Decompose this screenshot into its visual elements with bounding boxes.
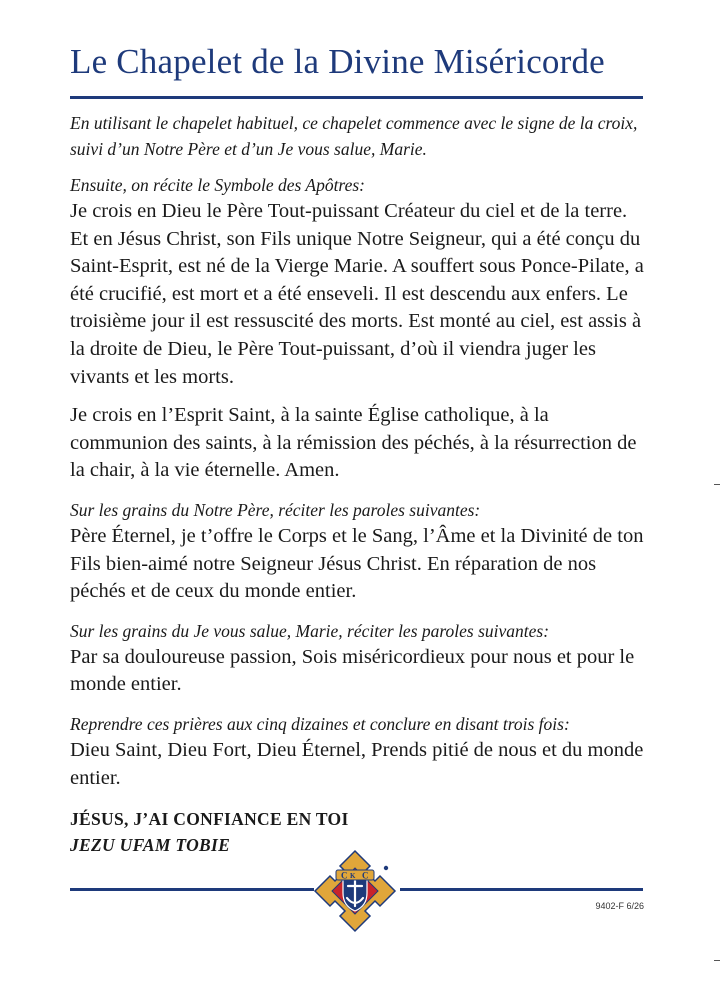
intro-text: En utilisant le chapelet habituel, ce chapelet commence avec le signe de la croix, suivi d’un Notre Père et d’un Je vous salue, Marie. — [70, 113, 638, 159]
svg-text:C: C — [362, 870, 369, 881]
our-father-instruction: Sur les grains du Notre Père, réciter les paroles suivantes: — [70, 499, 481, 520]
footer-divider-right — [400, 888, 643, 891]
hail-mary-prayer: Par sa douloureuse passion, Sois miséricordieux pour nous et pour le monde entier. — [70, 645, 635, 696]
form-code: 9402-F 6/26 — [595, 901, 644, 911]
closing-line-polish: JEZU UFAM TOBIE — [70, 835, 231, 856]
knights-of-columbus-emblem-icon — [312, 848, 398, 934]
creed-instruction: Ensuite, on récite le Symbole des Apôtres: — [70, 175, 365, 195]
footer-divider-left — [70, 888, 314, 891]
closing-line-french: JÉSUS, J’AI CONFIANCE EN TOI — [70, 809, 349, 830]
creed-paragraph-2: Je crois en l’Esprit Saint, à la sainte Église catholique, à la communion des saints, à la rémission des péchés, à la résurrection de la chair, à la vie éternelle. Amen. — [70, 404, 637, 482]
title-divider — [70, 96, 643, 99]
svg-text:C: C — [341, 870, 348, 881]
creed-paragraph-1: Je crois en Dieu le Père Tout-puissant Créateur du ciel et de la terre. Et en Jésus Christ, son Fils unique Notre Seigneur, qui a été conçu du Saint-Esprit, est né de la Vierge Marie. A souffert sous Ponce-Pilate, a été crucifié, est mort et a été enseveli. Il est descendu aux enfers. Le troisième jour il est ressuscité des morts. Est monté au ciel, est assis à la droite de Dieu, le Père Tout-puissant, d’où il viendra juger les vivants et les morts. — [70, 200, 644, 388]
svg-text:K: K — [350, 872, 356, 880]
hail-mary-instruction: Sur les grains du Je vous salue, Marie, réciter les paroles suivantes: — [70, 620, 550, 641]
page-title: Le Chapelet de la Divine Miséricorde — [70, 42, 605, 81]
trim-mark — [714, 484, 720, 485]
prayer-content — [70, 110, 650, 858]
conclusion-instruction: Reprendre ces prières aux cinq dizaines et conclure en disant trois fois: — [70, 713, 570, 734]
trim-mark — [714, 960, 720, 961]
conclusion-prayer: Dieu Saint, Dieu Fort, Dieu Éternel, Prends pitié de nous et du monde entier. — [70, 738, 644, 789]
our-father-prayer: Père Éternel, je t’offre le Corps et le Sang, l’Âme et la Divinité de ton Fils bien-aimé notre Seigneur Jésus Christ. En réparation de nos péchés et de ceux du monde entier. — [70, 524, 644, 603]
